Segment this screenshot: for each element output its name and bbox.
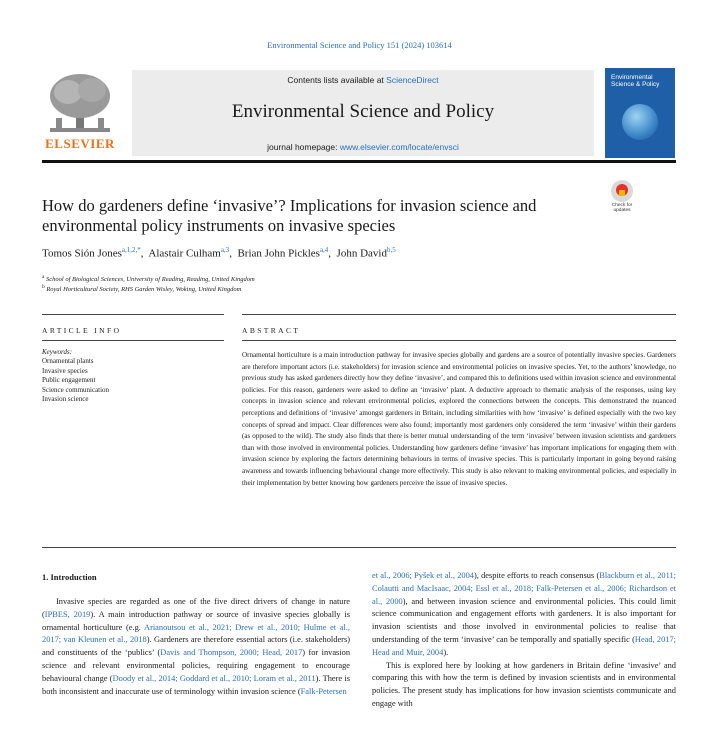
body-text: Invasive species are regarded as one of the five direct drivers of change in nature ( (42, 597, 350, 619)
journal-citation[interactable]: Environmental Science and Policy 151 (2024) 103614 (267, 40, 452, 50)
body-text: ). Gardeners are therefore essential actors (i.e. stakeholders) and constituents of the ‘publics’ ( (42, 635, 350, 658)
elsevier-tree-icon (46, 72, 114, 134)
divider (42, 314, 224, 315)
keywords-list (42, 348, 222, 404)
contents-prefix: Contents lists available at (287, 75, 387, 85)
citation-link[interactable]: Blackburn et al., 2011; Colautti and MacIsaac, 2004; Essl et al., 2018; Falk-Petersen et al., 2006; Richardson et al., 2000 (372, 571, 676, 606)
section-heading-introduction: 1. Introduction (42, 572, 97, 582)
author-name[interactable]: Alastair Culham (148, 247, 221, 260)
citation-link[interactable]: Davis and Thompson, 2000; Head, 2017 (160, 648, 303, 658)
body-text: ). (443, 647, 449, 657)
citation-link[interactable]: IPBES, 2019 (44, 609, 91, 619)
affiliation-mark: a (42, 274, 45, 280)
citation-link[interactable]: Head, 2017; Head and Muir, 2004 (372, 634, 676, 657)
contents-line (132, 75, 594, 85)
journal-banner (132, 70, 594, 156)
author-list: Tomos Sión Jones$^{a,1,2,*}$, Alastair Culham$^{a,3}$, Brian John Pickles$^{a,4}$, John David$^{b,5}$ (42, 246, 396, 260)
publisher-name: ELSEVIER (45, 136, 115, 151)
journal-cover-image[interactable] (605, 68, 675, 158)
citation-link[interactable]: et al., 2006; Pyšek et al., 2004 (372, 571, 474, 580)
author-affiliation-marks[interactable]: a,1,2,* (121, 246, 141, 254)
divider (42, 160, 676, 163)
author-affiliation-marks[interactable]: a,3 (220, 246, 230, 254)
affiliation (42, 274, 255, 283)
keyword: Science communication (42, 385, 110, 394)
affiliation-mark: b (42, 284, 45, 290)
author-name[interactable]: Brian John Pickles (237, 247, 320, 260)
body-text: ). There is both inconsistent and inaccurate use of terminology within invasion science ( (42, 673, 350, 696)
paragraph (372, 570, 676, 660)
check-for-updates-button[interactable] (606, 180, 638, 214)
body-text: ), despite efforts to reach consensus ( (473, 571, 600, 580)
body-column-left (42, 596, 350, 698)
abstract-heading: ABSTRACT (242, 326, 301, 335)
homepage-prefix: journal homepage: (267, 142, 340, 152)
author-name[interactable]: Tomos Sión Jones (42, 247, 122, 260)
keyword: Invasive species (42, 366, 88, 375)
divider (242, 314, 676, 315)
masthead (42, 70, 676, 156)
divider (42, 340, 224, 341)
article-title: How do gardeners define ‘invasive’? Implications for invasion science and environmental policy instruments on invasive species (42, 196, 537, 235)
journal-title: Environmental Science and Policy (231, 101, 495, 122)
homepage-line (132, 142, 594, 152)
keyword: Public engagement (42, 376, 96, 385)
abstract-text: Ornamental horticulture is a main introduction pathway for invasive species globally and gardens are a source of potentially invasive species. Gardeners are therefore important actors (i.e. stakeholders) for invasion science and environmental policies on invasive species. Yet, to the authors’ knowledge, no previous study has asked gardeners directly how they define ‘invasive’, and compared this to definitions used within invasion science and environmental policies. For this reason, gardeners were asked to define an ‘invasive’ plant. A deductive approach to thematic analysis of the responses, using key concepts in invasion science and relevant environmental policies, explored the connections between the concepts. This demonstrated the nuanced perceptions and definitions of ‘invasive’ amongst gardeners in Britain, including similarities with how ‘invasive’ is defined especially with the two key concepts of spread and impact. Clear differences were also found; importantly most gardeners only considered the term ‘invasive’ within their gardens (as opposed to the wild). The study also finds that there is better mutual understanding of the term ‘invasive’ between invasion scientists and gardeners than with those involved in environmental policies. Understanding how gardeners define ‘invasive’ has important implications for engaging them with invasion science by exploring the factors determining behaviours in terms of invasive species. This is particularly important in going beyond raising awareness and towards influencing behavioural change more effectively. This study is also relevant to making environmental policies, and especially in their implementation by better knowing how gardeners perceive the issue of invasive species. (242, 351, 676, 487)
citation-link[interactable]: Arianoutsou et al., 2021; Drew et al., 2010; Hulme et al., 2017; van Kleunen et al., 2018 (42, 622, 350, 645)
crossmark-icon (611, 180, 633, 202)
divider (242, 340, 676, 341)
article-info-heading: ARTICLE INFO (42, 326, 122, 335)
body-text: ). A main introduction pathway or source of invasive species globally is ornamental horticulture (e.g. (42, 609, 350, 632)
keyword: Invasion science (42, 395, 89, 404)
author-name[interactable]: John David (336, 247, 387, 260)
homepage-link[interactable]: www.elsevier.com/locate/envsci (339, 142, 459, 152)
elsevier-logo[interactable] (42, 70, 118, 156)
affiliation-text: Royal Horticultural Society, RHS Garden Wisley, Woking, United Kingdom (46, 286, 242, 294)
paragraph: This is explored here by looking at how gardeners in Britain define ‘invasive’ and comparing this with how the term is defined by invasion scientists and in environmental policies. The present study has implications for how invasion scientists communicate and engage with (372, 660, 676, 708)
divider (42, 547, 676, 548)
crossmark-label: Check for updates (611, 203, 633, 214)
citation-link[interactable]: Falk-Petersen (300, 686, 347, 696)
sciencedirect-link[interactable]: ScienceDirect (386, 75, 439, 85)
affiliation (42, 284, 241, 293)
cover-title: Environmental Science & Policy (611, 74, 660, 89)
author-affiliation-marks[interactable]: a,4 (319, 246, 329, 254)
paragraph (42, 596, 350, 698)
body-column-right (372, 570, 676, 711)
keyword: Ornamental plants (42, 357, 94, 366)
affiliation-text: School of Biological Sciences, University of Reading, Reading, United Kingdom (46, 276, 255, 284)
body-text: ) for invasion science and relevant environmental policies, requiring engagement to encourage behavioural change ( (42, 648, 351, 683)
author-affiliation-marks[interactable]: b,5 (386, 246, 396, 254)
keywords-label: Keywords: (42, 348, 73, 356)
citation-link[interactable]: Doody et al., 2014; Goddard et al., 2010; Loram et al., 2011 (112, 673, 316, 683)
globe-icon (622, 104, 658, 140)
body-text: ), and between invasion science and environmental policies. This could limit science communication and engagement efforts with gardeners. It is also important for invasion scientists and those involved in environmental policies to realise that understanding of the term ‘invasive’ can be temporally and spatially specific ( (372, 596, 676, 644)
